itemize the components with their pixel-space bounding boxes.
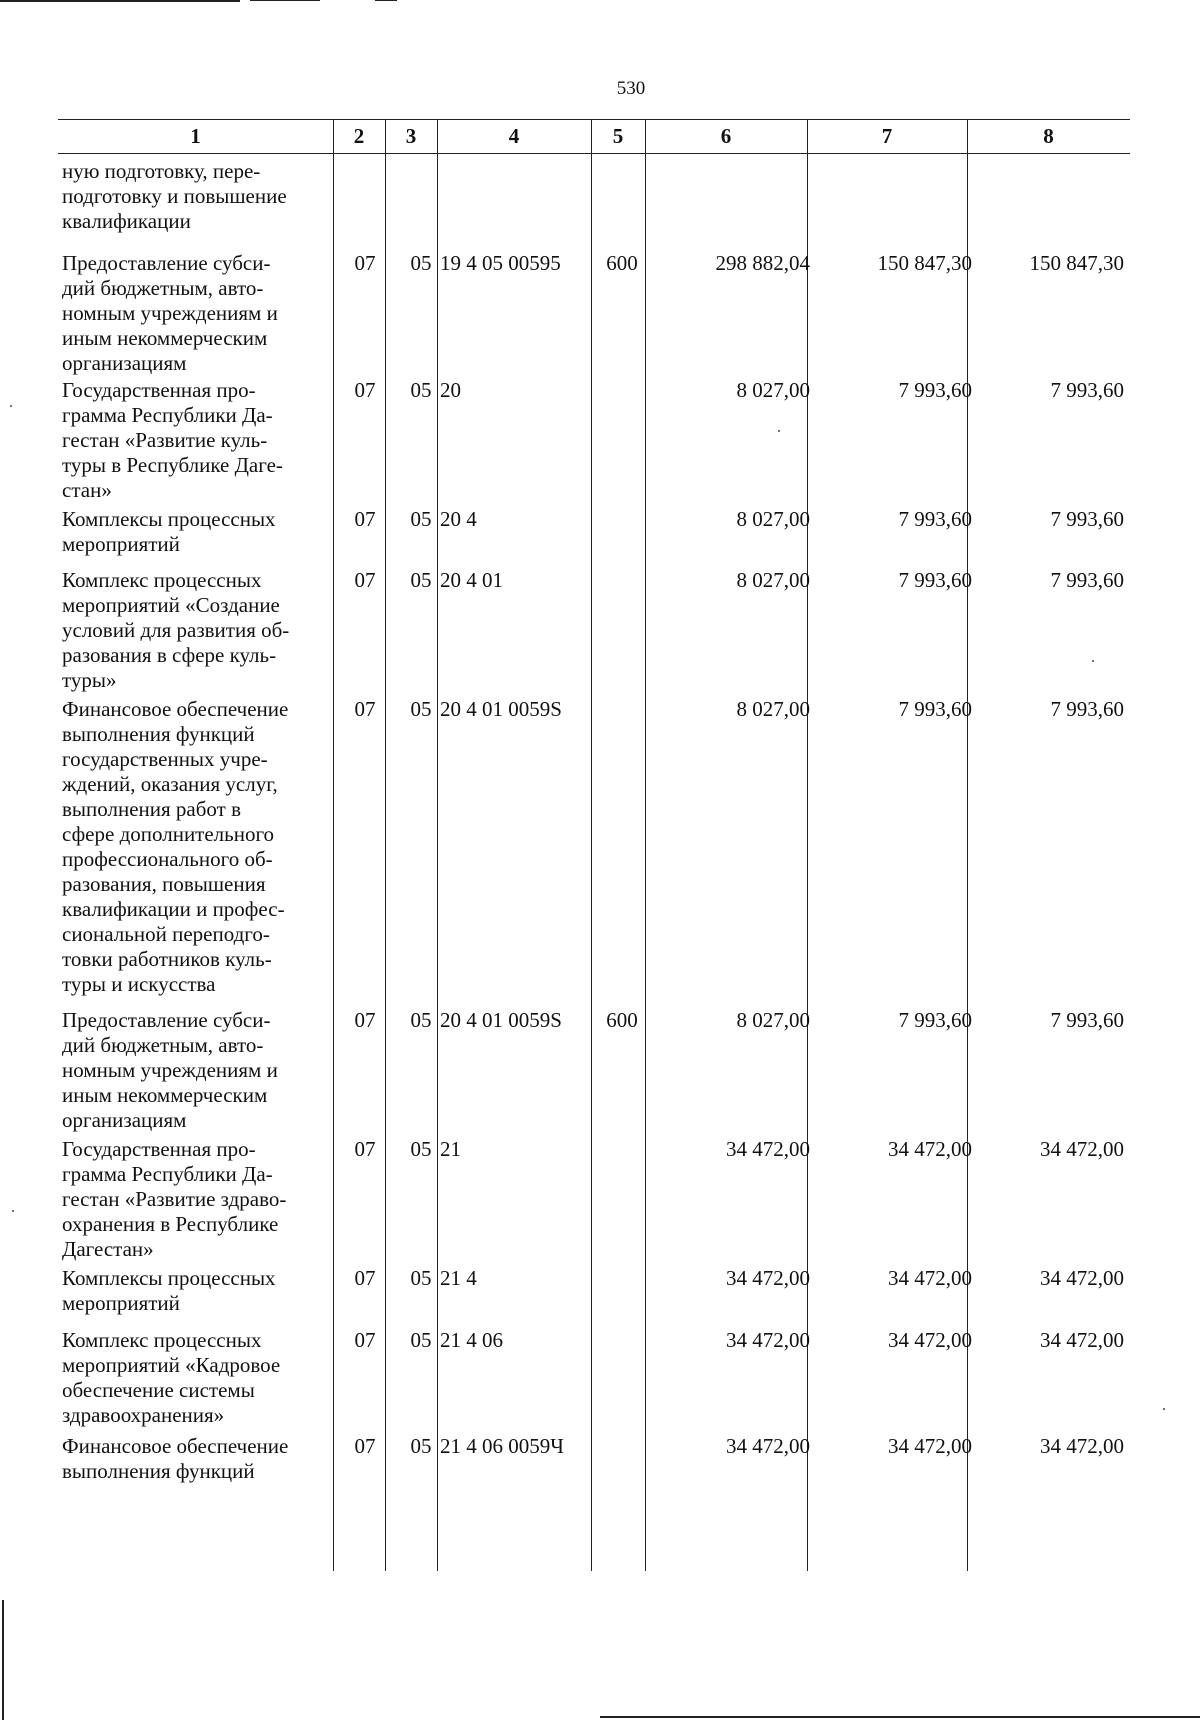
cell-amount-7: 34 472,00 (888, 1137, 972, 1161)
cell-amount-8: 34 472,00 (1040, 1328, 1124, 1352)
header-col-4: 4 (508, 124, 520, 148)
cell-target-article: 20 4 01 0059S (440, 1008, 562, 1032)
row-name: Государственная про- грамма Республики Да- гестан «Развитие куль- туры в Республике Даге- стан» (62, 378, 283, 502)
cell-subsection: 05 (410, 1266, 432, 1290)
cell-target-article: 20 4 01 (440, 568, 503, 592)
cell-target-article: 21 4 (440, 1266, 477, 1290)
col-separator-2 (385, 119, 386, 1571)
cell-amount-6: 8 027,00 (736, 378, 810, 402)
scan-speck (12, 1210, 14, 1212)
cell-amount-8: 7 993,60 (1050, 507, 1124, 531)
cell-section: 07 (354, 1137, 376, 1161)
header-col-3: 3 (405, 124, 417, 148)
col-separator-7 (967, 119, 968, 1571)
cell-section: 07 (354, 251, 376, 275)
cell-amount-7: 7 993,60 (898, 568, 972, 592)
cell-expense-type: 600 (606, 1008, 638, 1032)
cell-subsection: 05 (410, 507, 432, 531)
col-separator-6 (807, 119, 808, 1571)
table-top-border (58, 119, 1130, 120)
cell-section: 07 (354, 1008, 376, 1032)
cell-amount-6: 8 027,00 (736, 1008, 810, 1032)
cell-expense-type: 600 (606, 251, 638, 275)
cell-section: 07 (354, 1266, 376, 1290)
scan-edge-left (2, 1600, 4, 1720)
header-col-8: 8 (1043, 124, 1054, 148)
cell-section: 07 (354, 378, 376, 402)
row-name: Комплексы процессных мероприятий (62, 1266, 276, 1315)
cell-target-article: 21 4 06 (440, 1328, 503, 1352)
col-separator-3 (437, 119, 438, 1571)
cell-amount-8: 34 472,00 (1040, 1266, 1124, 1290)
scan-edge-top-mid (250, 0, 320, 1)
row-name: ную подготовку, пере- подготовку и повышение квалификации (62, 159, 287, 233)
scan-edge-top-left (0, 0, 240, 2)
cell-amount-6: 298 882,04 (715, 251, 810, 275)
cell-target-article: 20 (440, 378, 461, 402)
scan-speck (1092, 660, 1094, 662)
row-name: Предоставление субси- дий бюджетным, авто- номным учреждениям и иным некоммерческим организациям (62, 251, 278, 375)
scan-speck (10, 405, 12, 407)
header-col-6: 6 (720, 124, 732, 148)
cell-amount-8: 7 993,60 (1050, 697, 1124, 721)
cell-amount-7: 150 847,30 (877, 251, 972, 275)
cell-subsection: 05 (410, 1008, 432, 1032)
header-col-7: 7 (881, 124, 893, 148)
cell-amount-6: 34 472,00 (726, 1434, 810, 1458)
cell-subsection: 05 (410, 378, 432, 402)
cell-amount-7: 7 993,60 (898, 1008, 972, 1032)
row-name: Государственная про- грамма Республики Да- гестан «Развитие здраво- охранения в Республике Дагестан» (62, 1137, 287, 1261)
col-separator-4 (591, 119, 592, 1571)
cell-subsection: 05 (410, 1137, 432, 1161)
scan-edge-top-right (375, 0, 397, 1)
cell-section: 07 (354, 507, 376, 531)
cell-subsection: 05 (410, 568, 432, 592)
row-name: Финансовое обеспечение выполнения функций государственных учре- ждений, оказания услуг, выполнения работ в сфере дополнительного профессионального об- разования, повышения квалификации и профес- сиональной переподго- товки работников куль- туры и искусства (62, 697, 289, 996)
cell-amount-8: 7 993,60 (1050, 378, 1124, 402)
cell-subsection: 05 (410, 1328, 432, 1352)
cell-amount-6: 8 027,00 (736, 697, 810, 721)
cell-subsection: 05 (410, 251, 432, 275)
cell-amount-7: 7 993,60 (898, 507, 972, 531)
row-name: Предоставление субси- дий бюджетным, авто- номным учреждениям и иным некоммерческим организациям (62, 1008, 278, 1132)
cell-amount-6: 34 472,00 (726, 1137, 810, 1161)
cell-subsection: 05 (410, 697, 432, 721)
cell-amount-7: 34 472,00 (888, 1434, 972, 1458)
col-separator-5 (645, 119, 646, 1571)
row-name: Комплекс процессных мероприятий «Кадровое обеспечение системы здравоохранения» (62, 1328, 281, 1427)
cell-section: 07 (354, 568, 376, 592)
cell-amount-7: 34 472,00 (888, 1266, 972, 1290)
cell-amount-6: 34 472,00 (726, 1328, 810, 1352)
row-name: Комплекс процессных мероприятий «Создание условий для развития об- разования в сфере куль- туры» (62, 568, 290, 692)
row-name: Комплексы процессных мероприятий (62, 507, 276, 556)
row-name: Финансовое обеспечение выполнения функций (62, 1434, 289, 1483)
header-col-5: 5 (612, 124, 624, 148)
cell-target-article: 20 4 01 0059S (440, 697, 562, 721)
header-col-2: 2 (353, 124, 365, 148)
col-separator-1 (333, 119, 334, 1571)
cell-subsection: 05 (410, 1434, 432, 1458)
cell-section: 07 (354, 1434, 376, 1458)
budget-table (58, 119, 1130, 1571)
cell-section: 07 (354, 697, 376, 721)
cell-amount-7: 34 472,00 (888, 1328, 972, 1352)
header-col-1: 1 (190, 124, 201, 148)
cell-amount-8: 34 472,00 (1040, 1137, 1124, 1161)
cell-amount-8: 150 847,30 (1029, 251, 1124, 275)
cell-target-article: 21 4 06 0059Ч (440, 1434, 564, 1458)
page-number: 530 (616, 78, 646, 99)
cell-amount-8: 7 993,60 (1050, 1008, 1124, 1032)
header-bottom-border (58, 153, 1130, 154)
cell-amount-8: 7 993,60 (1050, 568, 1124, 592)
scan-speck (1163, 1408, 1165, 1410)
cell-target-article: 20 4 (440, 507, 477, 531)
cell-target-article: 21 (440, 1137, 461, 1161)
cell-amount-6: 34 472,00 (726, 1266, 810, 1290)
cell-amount-6: 8 027,00 (736, 507, 810, 531)
cell-amount-8: 34 472,00 (1040, 1434, 1124, 1458)
cell-amount-7: 7 993,60 (898, 378, 972, 402)
cell-target-article: 19 4 05 00595 (440, 251, 561, 275)
cell-section: 07 (354, 1328, 376, 1352)
scan-edge-bottom (600, 1716, 1200, 1718)
scan-speck (778, 430, 780, 432)
cell-amount-6: 8 027,00 (736, 568, 810, 592)
cell-amount-7: 7 993,60 (898, 697, 972, 721)
